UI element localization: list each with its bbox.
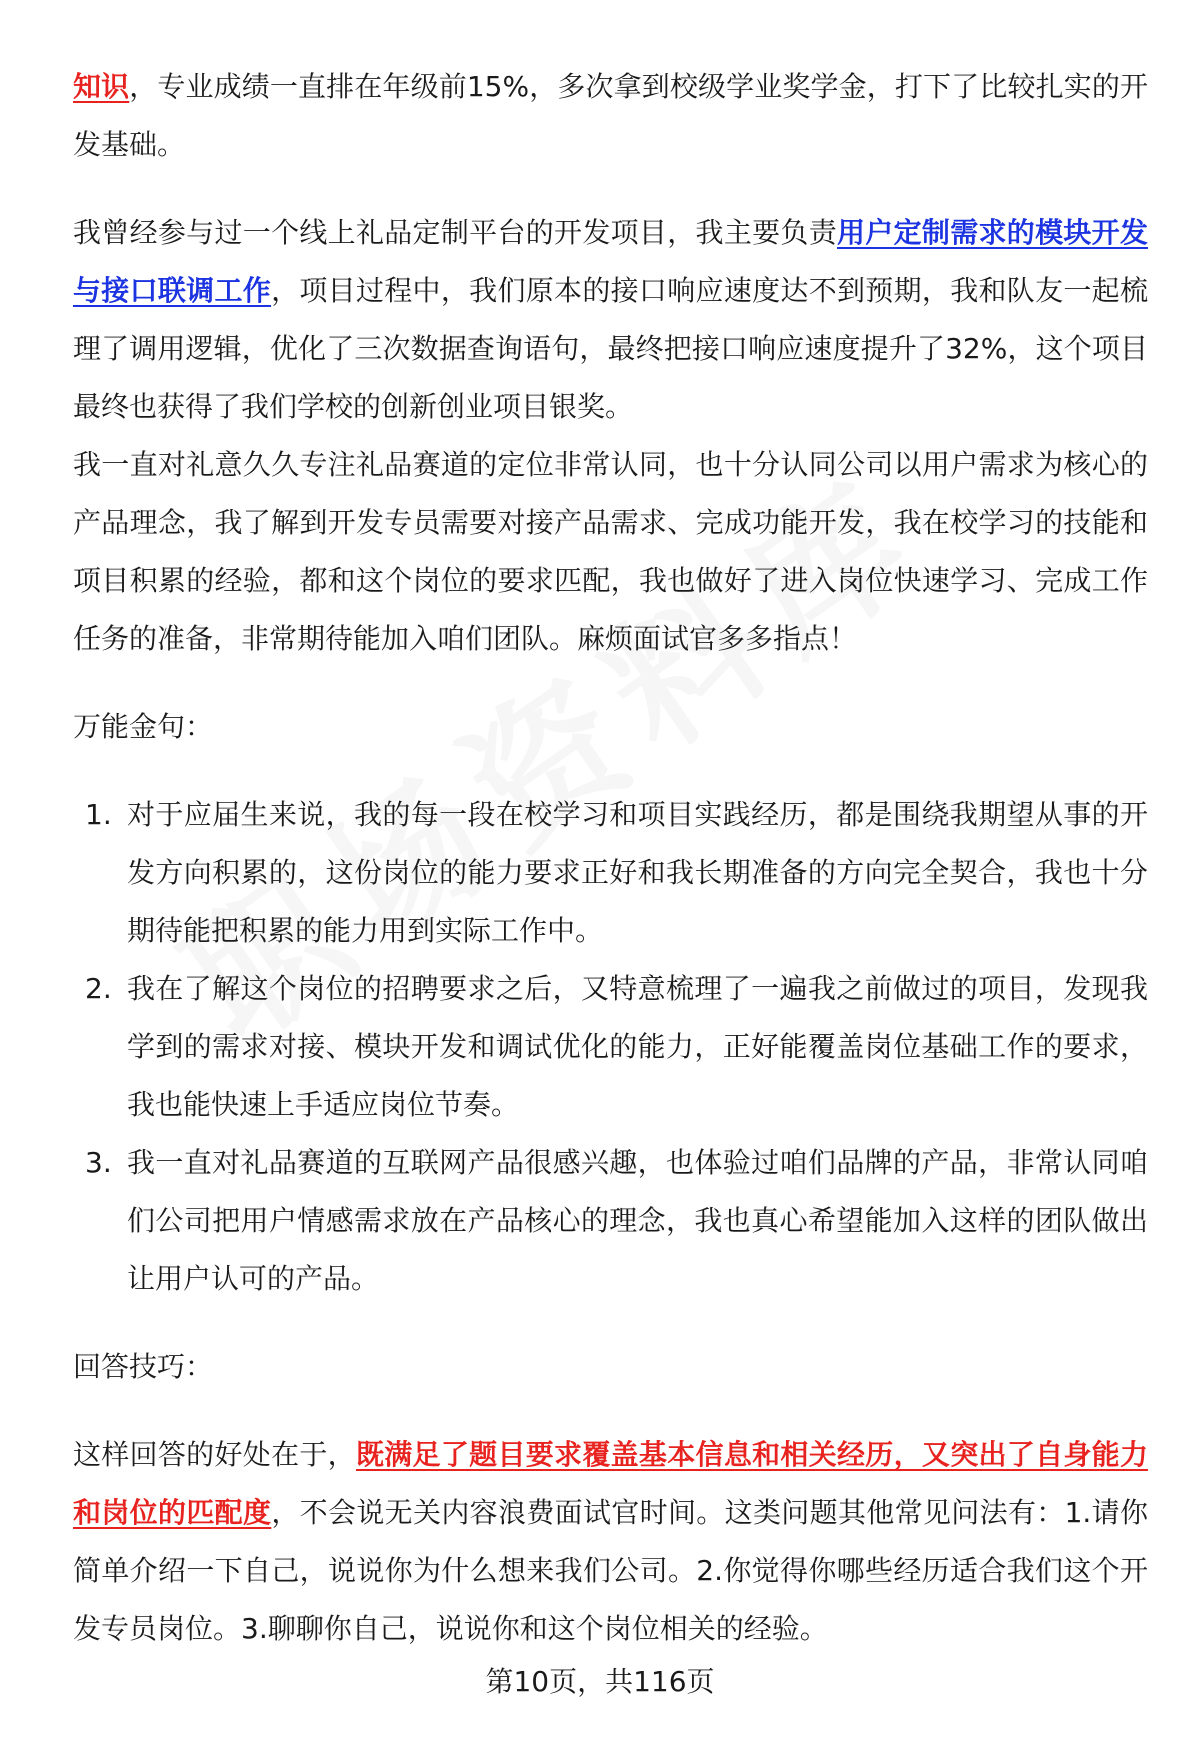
paragraph-text: 我一直对礼意久久专注礼品赛道的定位非常认同，也十分认同公司以用户需求为核心的产品理念，我了解到开发专员需要对接产品需求、完成功能开发，我在校学习的技能和项目积累的经验，都和这个岗位的要求匹配，我也做好了进入岗位快速学习、完成工作任务的准备，非常期待能加入咱们团队。麻烦面试官多多指点！ — [73, 448, 1148, 655]
highlight-responsibility: 用户定制需求的模块开发与接口联调工作 — [73, 216, 1148, 307]
heading-answer-tips: 回答技巧： — [73, 1350, 214, 1383]
heading-golden-sentences: 万能金句： — [73, 710, 214, 743]
paragraph-tips — [73, 1426, 1148, 1658]
highlight-knowledge: 知识 — [73, 70, 130, 103]
highlight-advantage: 既满足了题目要求覆盖基本信息和相关经历，又突出了自身能力和岗位的匹配度 — [73, 1438, 1148, 1529]
paragraph-education — [73, 58, 1148, 174]
list-item — [73, 786, 1148, 960]
document-body — [73, 58, 1148, 1658]
page-number-footer: 第10页，共116页 — [485, 1665, 715, 1698]
list-number: 1. — [85, 798, 112, 831]
list-item-text: 我一直对礼品赛道的互联网产品很感兴趣，也体验过咱们品牌的产品，非常认同咱们公司把用户情感需求放在产品核心的理念，我也真心希望能加入这样的团队做出让用户认可的产品。 — [127, 1146, 1148, 1295]
paragraph-motivation — [73, 436, 1148, 668]
paragraph-text: ，专业成绩一直排在年级前15%，多次拿到校级学业奖学金，打下了比较扎实的开发基础。 — [73, 70, 1148, 161]
paragraph-text: ，不会说无关内容浪费面试官时间。这类问题其他常见问法有：1.请你简单介绍一下自己，说说你为什么想来我们公司。2.你觉得你哪些经历适合我们这个开发专员岗位。3.聊聊你自己，说说你和这个岗位相关的经验。 — [73, 1496, 1148, 1645]
paragraph-text: ，项目过程中，我们原本的接口响应速度达不到预期，我和队友一起梳理了调用逻辑，优化了三次数据查询语句，最终把接口响应速度提升了32%，这个项目最终也获得了我们学校的创新创业项目银奖。 — [73, 274, 1148, 423]
list-number: 2. — [85, 972, 112, 1005]
list-item — [73, 1134, 1148, 1308]
list-item-text: 我在了解这个岗位的招聘要求之后，又特意梳理了一遍我之前做过的项目，发现我学到的需求对接、模块开发和调试优化的能力，正好能覆盖岗位基础工作的要求，我也能快速上手适应岗位节奏。 — [127, 972, 1148, 1121]
list-number: 3. — [85, 1146, 112, 1179]
paragraph-text: 我曾经参与过一个线上礼品定制平台的开发项目，我主要负责 — [73, 216, 838, 249]
golden-sentence-list — [73, 786, 1148, 1308]
list-item — [73, 960, 1148, 1134]
paragraph-text: 这样回答的好处在于， — [73, 1438, 356, 1471]
paragraph-project — [73, 204, 1148, 436]
list-item-text: 对于应届生来说，我的每一段在校学习和项目实践经历，都是围绕我期望从事的开发方向积累的，这份岗位的能力要求正好和我长期准备的方向完全契合，我也十分期待能把积累的能力用到实际工作中。 — [127, 798, 1148, 947]
